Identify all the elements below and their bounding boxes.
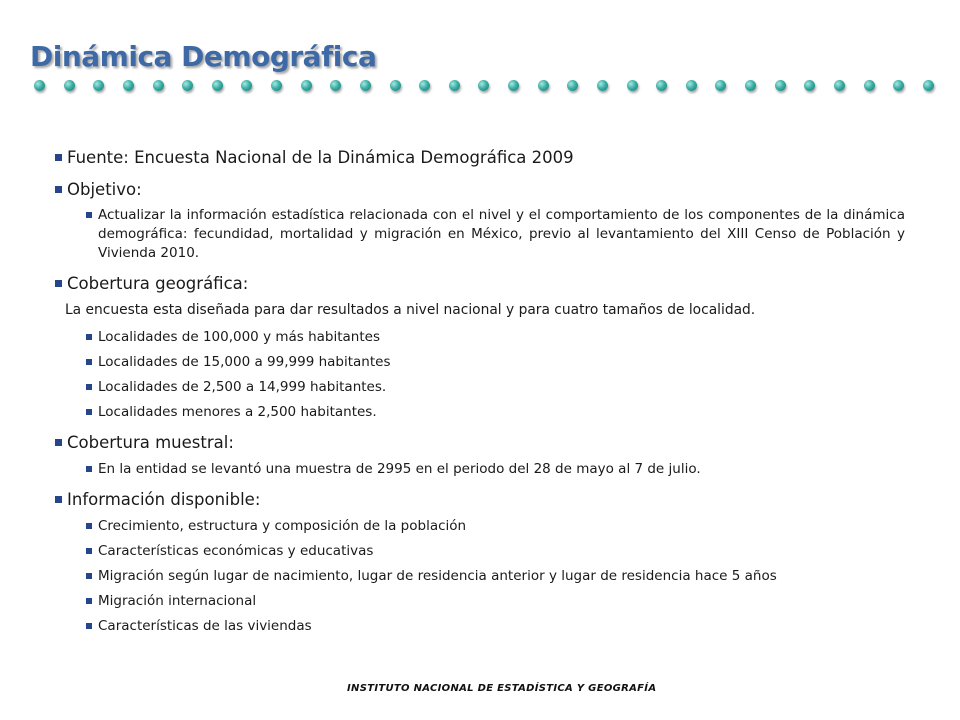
decorative-dot xyxy=(419,80,430,91)
decorative-dot xyxy=(656,80,667,91)
decorative-dot xyxy=(34,80,45,91)
cobertura-muestral-text: En la entidad se levantó una muestra de 2995 en el periodo del 28 de mayo al 7 de julio. xyxy=(55,460,905,479)
footer-institution: INSTITUTO NACIONAL DE ESTADÍSTICA Y GEOGRAFÍA xyxy=(347,683,657,694)
decorative-dot xyxy=(478,80,489,91)
decorative-dot xyxy=(745,80,756,91)
decorative-dot xyxy=(301,80,312,91)
cobertura-geografica-text: La encuesta esta diseñada para dar resultados a nivel nacional y para cuatro tamaños de localidad. xyxy=(65,302,756,318)
decorative-dot xyxy=(538,80,549,91)
decorative-dot xyxy=(271,80,282,91)
localidad-item: Localidades menores a 2,500 habitantes. xyxy=(55,403,905,422)
decorative-dot xyxy=(123,80,134,91)
info-item: Migración según lugar de nacimiento, lugar de residencia anterior y lugar de residencia hace 5 años xyxy=(55,567,905,586)
decorative-dot xyxy=(241,80,252,91)
info-item: Migración internacional xyxy=(55,592,905,611)
decorative-dot xyxy=(597,80,608,91)
decorative-dot xyxy=(834,80,845,91)
objetivo-text: Actualizar la información estadística relacionada con el nivel y el comportamiento de los componentes de la dinámica demográfica: fecundidad, mortalidad y migración en México, previo al levantamiento del XIII Censo de Población y Vivienda 2010. xyxy=(55,206,905,263)
decorative-dot xyxy=(360,80,371,91)
decorative-dot xyxy=(715,80,726,91)
decorative-dot xyxy=(330,80,341,91)
info-item: Características económicas y educativas xyxy=(55,542,905,561)
decorative-dot xyxy=(212,80,223,91)
info-item: Características de las viviendas xyxy=(55,617,905,636)
bullet-fuente: Fuente: Encuesta Nacional de la Dinámica Demográfica 2009 xyxy=(55,147,905,168)
localidad-item: Localidades de 2,500 a 14,999 habitantes. xyxy=(55,378,905,397)
decorative-dot xyxy=(923,80,934,91)
decorative-dot xyxy=(390,80,401,91)
decorative-dot xyxy=(153,80,164,91)
decorative-dot xyxy=(93,80,104,91)
decorative-dot xyxy=(686,80,697,91)
bullet-cobertura-muestral: Cobertura muestral: xyxy=(55,432,905,453)
localidad-item: Localidades de 100,000 y más habitantes xyxy=(55,328,905,347)
decorative-dot xyxy=(804,80,815,91)
decorative-dot-row xyxy=(34,80,934,94)
decorative-dot xyxy=(864,80,875,91)
decorative-dot xyxy=(182,80,193,91)
bullet-informacion-disponible: Información disponible: xyxy=(55,489,905,510)
decorative-dot xyxy=(893,80,904,91)
bullet-objetivo: Objetivo: xyxy=(55,179,905,200)
info-item: Crecimiento, estructura y composición de la población xyxy=(55,517,905,536)
decorative-dot xyxy=(627,80,638,91)
bullet-cobertura-geografica: Cobertura geográfica: xyxy=(55,273,905,294)
slide-content xyxy=(55,147,905,642)
decorative-dot xyxy=(449,80,460,91)
decorative-dot xyxy=(64,80,75,91)
decorative-dot xyxy=(508,80,519,91)
localidad-item: Localidades de 15,000 a 99,999 habitantes xyxy=(55,353,905,372)
decorative-dot xyxy=(567,80,578,91)
page-title: Dinámica Demográfica xyxy=(30,40,377,73)
decorative-dot xyxy=(775,80,786,91)
